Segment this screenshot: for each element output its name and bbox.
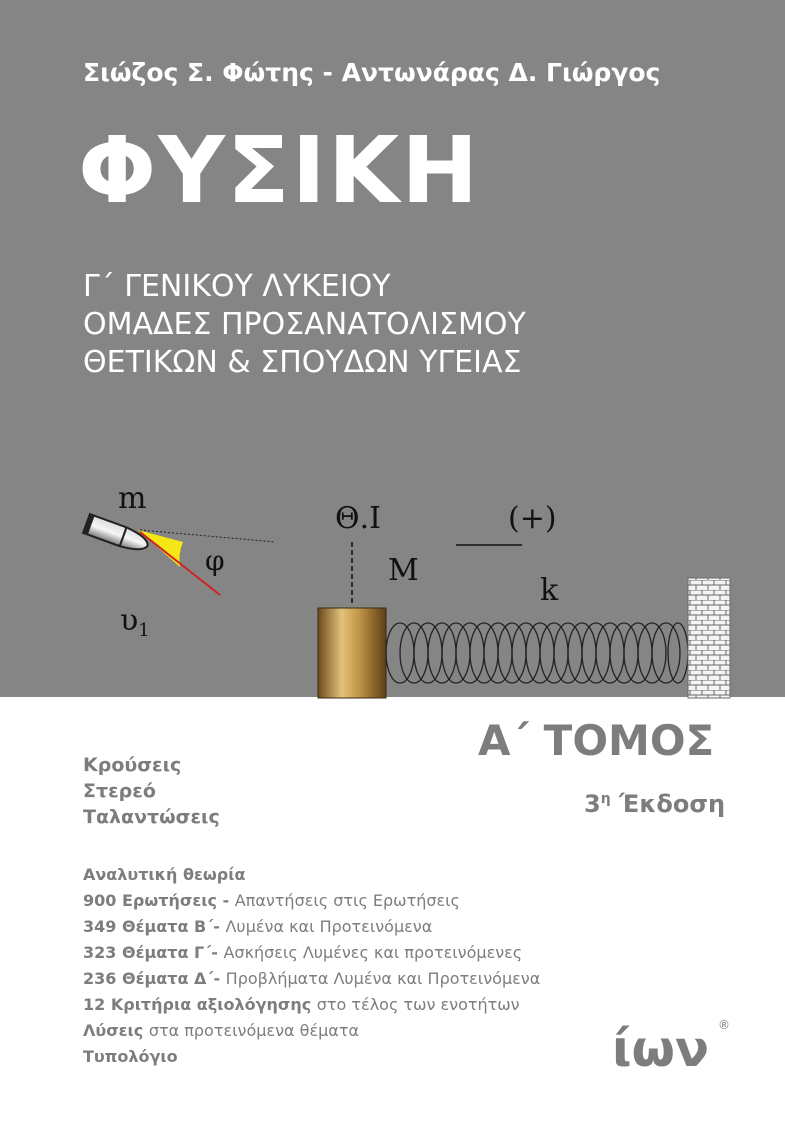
contents-item: 900 Ερωτήσεις - Απαντήσεις στις Ερωτήσεις [83, 891, 460, 910]
contents-item: Αναλυτική θεωρία [83, 865, 246, 884]
label-k: k [540, 573, 559, 608]
edition-label: $3^\eta$ Έκδοση [584, 790, 726, 818]
topic-item: Στερεό [83, 780, 156, 802]
label-velocity: $\upsilon_1$ [120, 603, 150, 641]
brick-wall [688, 578, 730, 698]
physics-diagram [0, 470, 785, 700]
label-mass: M [388, 553, 419, 588]
topic-item: Κρούσεις [83, 754, 182, 776]
contents-item: 349 Θέματα Β΄- Λυμένα και Προτεινόμενα [83, 917, 433, 936]
publisher-logo: ίων [612, 1020, 709, 1078]
authors: Σιώζος Σ. Φώτης - Αντωνάρας Δ. Γιώργος [83, 58, 661, 87]
contents-list [83, 862, 540, 1070]
subtitle [83, 268, 526, 382]
topic-item: Ταλαντώσεις [83, 806, 220, 828]
spring [386, 623, 688, 683]
label-equilibrium: Θ.Ι [335, 501, 381, 536]
subtitle-line: ΟΜΑΔΕΣ ΠΡΟΣΑΝΑΤΟΛΙΣΜΟΥ [83, 307, 526, 342]
mass-block [318, 608, 386, 698]
topics-list [83, 752, 220, 830]
contents-item: 236 Θέματα Δ΄- Προβλήματα Λυμένα και Προτεινόμενα [83, 969, 541, 988]
volume-label: Α΄ ΤΟΜΟΣ [478, 716, 715, 765]
subtitle-line: ΘΕΤΙΚΩΝ & ΣΠΟΥΔΩΝ ΥΓΕΙΑΣ [83, 345, 522, 380]
subtitle-line: Γ΄ ΓΕΝΙΚΟΥ ΛΥΚΕΙΟΥ [83, 269, 391, 304]
contents-item: Λύσεις στα προτεινόμενα θέματα [83, 1021, 359, 1040]
contents-item: 12 Κριτήρια αξιολόγησης στο τέλος των ενοτήτων [83, 995, 520, 1014]
registered-mark: ® [718, 1018, 730, 1032]
label-m: m [118, 481, 147, 516]
contents-item: 323 Θέματα Γ΄- Ασκήσεις Λυμένες και προτεινόμενες [83, 943, 523, 962]
contents-item: Τυπολόγιο [83, 1047, 178, 1066]
label-positive: (+) [508, 501, 557, 536]
book-title: ΦΥΣΙΚΗ [78, 117, 481, 224]
bullet-icon [82, 513, 152, 556]
label-phi: φ [205, 544, 225, 577]
